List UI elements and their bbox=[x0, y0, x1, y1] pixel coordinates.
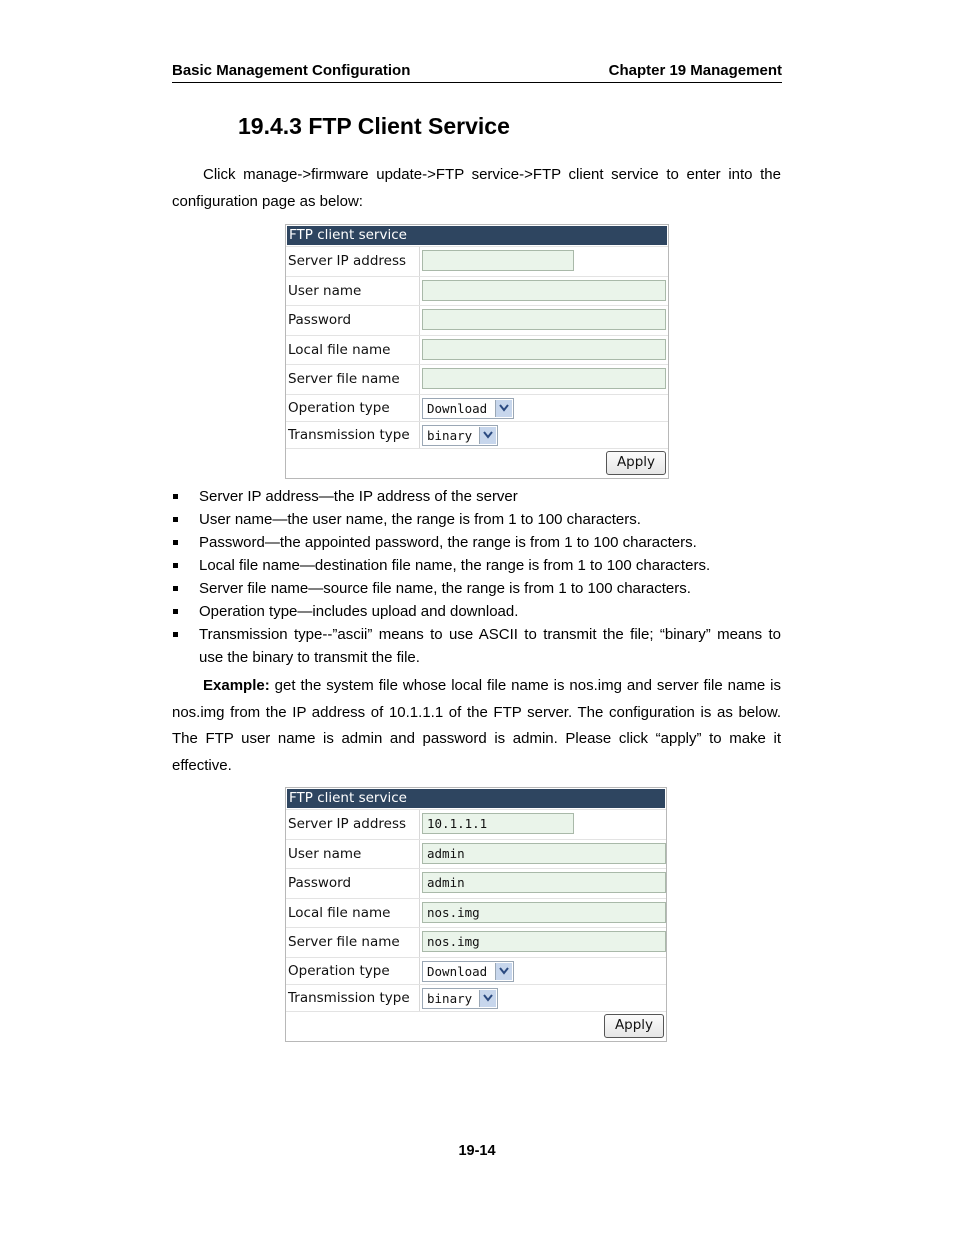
field-description-list bbox=[172, 485, 781, 669]
list-item: Local file name—destination file name, the range is from 1 to 100 characters. bbox=[172, 554, 781, 577]
list-item: User name—the user name, the range is from 1 to 100 characters. bbox=[172, 508, 781, 531]
server-ip-label: Server IP address bbox=[287, 810, 420, 839]
chevron-down-icon[interactable] bbox=[479, 427, 496, 444]
ftp-client-form-example bbox=[285, 787, 667, 1042]
server-ip-row bbox=[286, 246, 668, 276]
list-item: Server IP address—the IP address of the server bbox=[172, 485, 781, 508]
server-ip-row bbox=[286, 809, 666, 839]
list-item: Transmission type--”ascii” means to use ASCII to transmit the file; “binary” means to use the binary to transmit the file. bbox=[172, 623, 781, 669]
chevron-down-icon[interactable] bbox=[495, 400, 512, 417]
bullet-icon bbox=[173, 586, 178, 591]
ftp-client-form-empty bbox=[285, 224, 669, 479]
bullet-icon bbox=[173, 494, 178, 499]
operation-type-row bbox=[286, 957, 666, 984]
server-ip-input[interactable]: 10.1.1.1 bbox=[422, 813, 574, 834]
server-file-row bbox=[286, 927, 666, 957]
form-title: FTP client service bbox=[287, 226, 667, 245]
server-file-row bbox=[286, 364, 668, 394]
operation-type-label: Operation type bbox=[287, 395, 420, 421]
local-file-input[interactable]: nos.img bbox=[422, 902, 666, 923]
user-name-row bbox=[286, 276, 668, 306]
transmission-type-select[interactable] bbox=[422, 988, 498, 1009]
password-input[interactable]: admin bbox=[422, 872, 666, 893]
bullet-icon bbox=[173, 540, 178, 545]
bullet-icon bbox=[173, 563, 178, 568]
transmission-type-value: binary bbox=[427, 990, 473, 1006]
operation-type-label: Operation type bbox=[287, 958, 420, 984]
bullet-icon bbox=[173, 632, 178, 637]
user-name-label: User name bbox=[287, 277, 420, 306]
intro-text: Click manage->firmware update->FTP service->FTP client service to enter into the configuration page as below: bbox=[172, 166, 781, 210]
header-chapter-name: Chapter 19 Management bbox=[608, 62, 782, 79]
local-file-label: Local file name bbox=[287, 899, 420, 928]
password-row bbox=[286, 305, 668, 335]
operation-type-value: Download bbox=[427, 963, 488, 979]
password-label: Password bbox=[287, 869, 420, 898]
server-ip-label: Server IP address bbox=[287, 247, 420, 276]
local-file-label: Local file name bbox=[287, 336, 420, 365]
user-name-row bbox=[286, 839, 666, 869]
chevron-down-icon[interactable] bbox=[479, 990, 496, 1007]
page-number: 19-14 bbox=[458, 1143, 496, 1159]
chevron-down-icon[interactable] bbox=[495, 963, 512, 980]
server-file-input[interactable] bbox=[422, 368, 666, 389]
example-label: Example: bbox=[203, 677, 270, 694]
page-header bbox=[172, 61, 782, 83]
operation-type-select[interactable] bbox=[422, 398, 514, 419]
password-label: Password bbox=[287, 306, 420, 335]
transmission-type-value: binary bbox=[427, 427, 473, 443]
list-item: Operation type—includes upload and download. bbox=[172, 600, 781, 623]
server-file-label: Server file name bbox=[287, 365, 420, 394]
form-title: FTP client service bbox=[287, 789, 665, 808]
user-name-label: User name bbox=[287, 840, 420, 869]
section-title: 19.4.3 FTP Client Service bbox=[238, 113, 510, 139]
intro-paragraph bbox=[172, 162, 781, 215]
password-row bbox=[286, 868, 666, 898]
example-paragraph bbox=[172, 673, 781, 779]
server-file-label: Server file name bbox=[287, 928, 420, 957]
user-name-input[interactable]: admin bbox=[422, 843, 666, 864]
operation-type-select[interactable] bbox=[422, 961, 514, 982]
local-file-row bbox=[286, 335, 668, 365]
operation-type-value: Download bbox=[427, 400, 488, 416]
list-item: Server file name—source file name, the range is from 1 to 100 characters. bbox=[172, 577, 781, 600]
transmission-type-label: Transmission type bbox=[287, 422, 420, 448]
server-ip-input[interactable] bbox=[422, 250, 574, 271]
transmission-type-select[interactable] bbox=[422, 425, 498, 446]
password-input[interactable] bbox=[422, 309, 666, 330]
apply-button[interactable]: Apply bbox=[606, 451, 666, 475]
local-file-input[interactable] bbox=[422, 339, 666, 360]
header-section-name: Basic Management Configuration bbox=[172, 62, 411, 79]
transmission-type-row bbox=[286, 421, 668, 448]
server-file-input[interactable]: nos.img bbox=[422, 931, 666, 952]
list-item: Password—the appointed password, the range is from 1 to 100 characters. bbox=[172, 531, 781, 554]
bullet-icon bbox=[173, 609, 178, 614]
operation-type-row bbox=[286, 394, 668, 421]
transmission-type-label: Transmission type bbox=[287, 985, 420, 1011]
transmission-type-row bbox=[286, 984, 666, 1011]
apply-button[interactable]: Apply bbox=[604, 1014, 664, 1038]
apply-row bbox=[286, 1011, 666, 1041]
user-name-input[interactable] bbox=[422, 280, 666, 301]
apply-row bbox=[286, 448, 668, 478]
example-text: get the system file whose local file name is nos.img and server file name is nos.img from the IP address of 10.1.1.1 of the FTP server. The configuration is as below. The FTP user name is admin and password is admin. Please click “apply” to make it effective. bbox=[172, 677, 781, 774]
bullet-icon bbox=[173, 517, 178, 522]
local-file-row bbox=[286, 898, 666, 928]
